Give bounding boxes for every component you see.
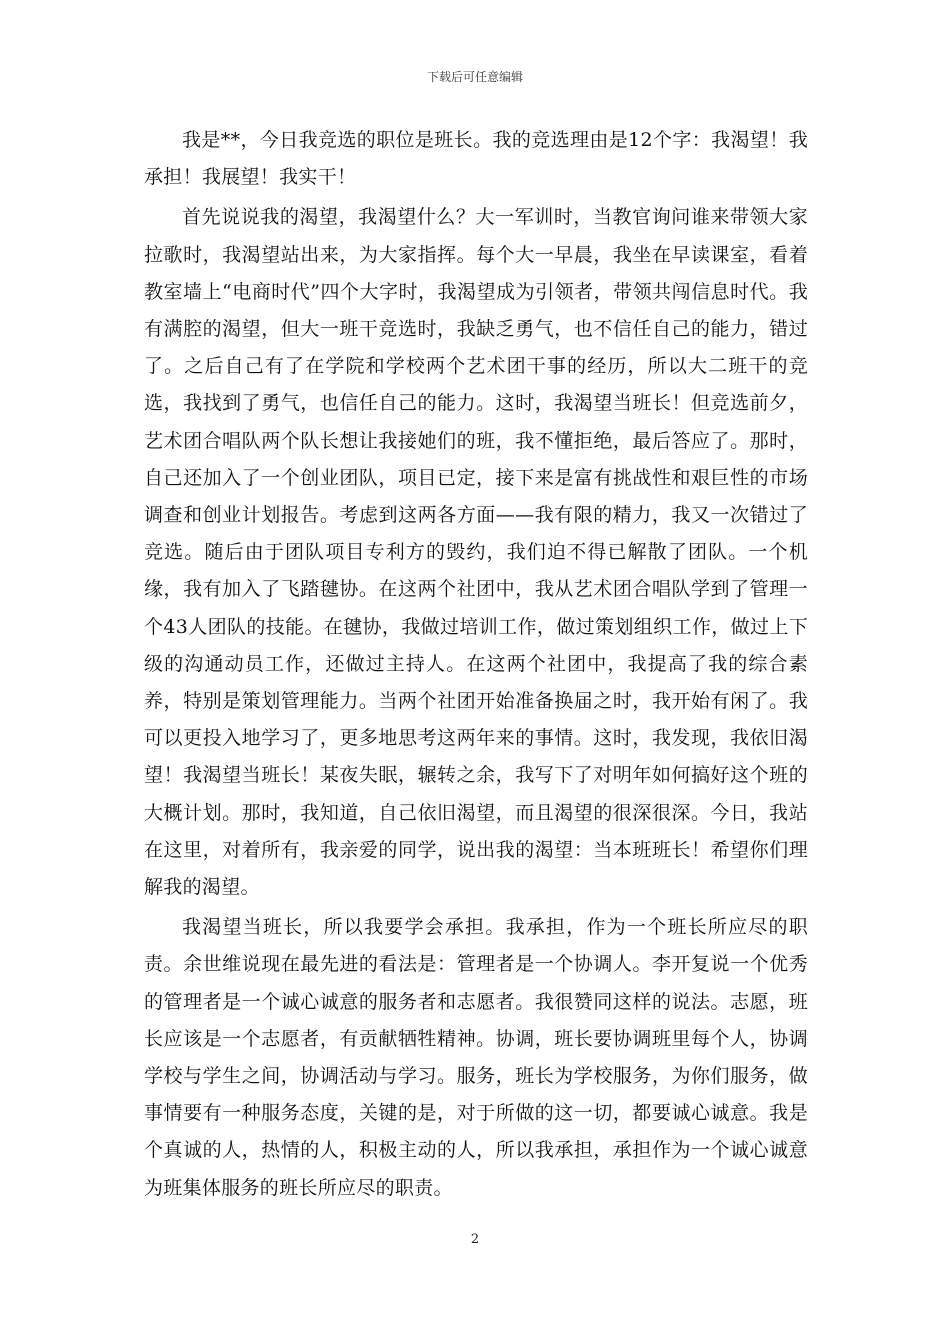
paragraph-responsibility: 我渴望当班长，所以我要学会承担。我承担，作为一个班长所应尽的职责。余世维说现在最先进的看法是：管理者是一个协调人。李开复说一个优秀的管理者是一个诚心诚意的服务者和志愿者。我很赞同这样的说法。志愿，班长应该是一个志愿者，有贡献牺牲精神。协调，班长要协调班里每个人，协调学校与学生之间，协调活动与学习。服务，班长为学校服务，为你们服务，做事情要有一种服务态度，关键的是，对于所做的这一切，都要诚心诚意。我是个真诚的人，热情的人，积极主动的人，所以我承担，承担作为一个诚心诚意为班集体服务的班长所应尽的职责。	[144, 916, 808, 1199]
paragraph-desire: 首先说说我的渴望，我渴望什么？大一军训时，当教官询问谁来带领大家拉歌时，我渴望站出来，为大家指挥。每个大一早晨，我坐在早读课室，看着教室墙上“电商时代”四个大字时，我渴望成为引领者，带领共闯信息时代。我有满腔的渴望，但大一班干竞选时，我缺乏勇气，也不信任自己的能力，错过了。之后自己有了在学院和学校两个艺术团干事的经历，所以大二班干的竞选，我找到了勇气，也信任自己的能力。这时，我渴望当班长！但竞选前夕，艺术团合唱队两个队长想让我接她们的班，我不懂拒绝，最后答应了。那时，自己还加入了一个创业团队，项目已定，接下来是富有挑战性和艰巨性的市场调查和创业计划报告。考虑到这两各方面——我有限的精力，我又一次错过了竞选。随后由于团队项目专利方的毁约，我们迫不得已解散了团队。一个机缘，我有加入了飞踏毽协。在这两个社团中，我从艺术团合唱队学到了管理一个43人团队的技能。在毽协，我做过培训工作，做过策划组织工作，做过上下级的沟通动员工作，还做过主持人。在这两个社团中，我提高了我的综合素养，特别是策划管理能力。当两个社团开始准备换届之时，我开始有闲了。我可以更投入地学习了，更多地思考这两年来的事情。这时，我发现，我依旧渴望！我渴望当班长！某夜失眠，辗转之余，我写下了对明年如何搞好这个班的大概计划。那时，我知道，自己依旧渴望，而且渴望的很深很深。今日，我站在这里，对着所有，我亲爱的同学，说出我的渴望：当本班班长！希望你们理解我的渴望。	[144, 206, 808, 899]
page-header: 下载后可任意编辑	[426, 70, 523, 84]
document-body	[144, 122, 808, 1207]
paragraph-intro: 我是**，今日我竞选的职位是班长。我的竞选理由是12个字：我渴望！我承担！我展望！我实干！	[144, 129, 808, 189]
page-number: 2	[470, 1232, 480, 1247]
